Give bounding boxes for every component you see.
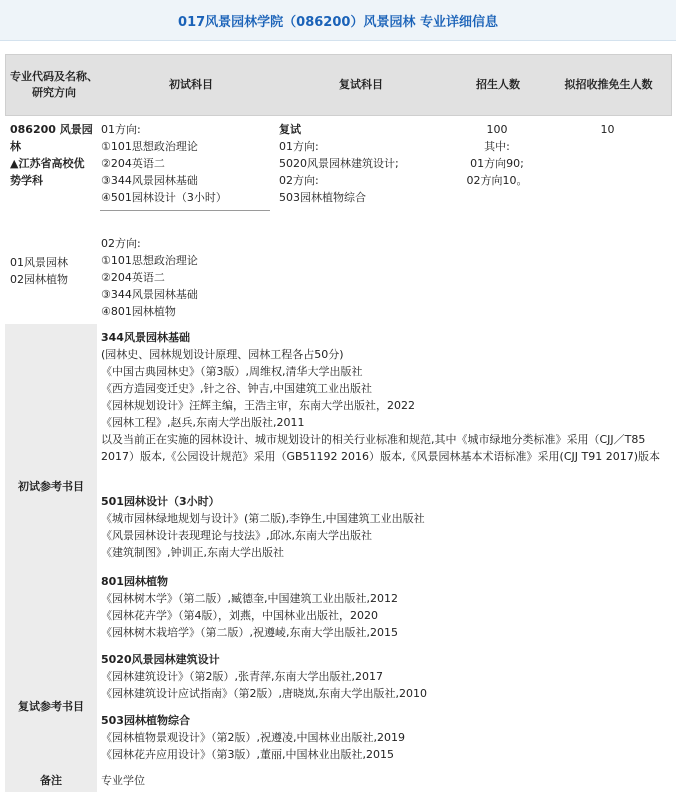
page-title: 017风景园林学院（086200）风景园林 专业详细信息 <box>0 0 676 41</box>
retest-line: 02方向: <box>279 174 319 187</box>
book-line: 《中国古典园林史》（第3版）,周维权,清华大学出版社 <box>101 365 363 378</box>
book-line: 《西方造园变迁史》,针之谷、钟吉,中国建筑工业出版社 <box>101 382 372 395</box>
book-line: 《园林建筑设计》（第2版）,张青萍,东南大学出版社,2017 <box>101 670 383 683</box>
major-code-line4: 势学科 <box>10 174 43 187</box>
book-line: 《园林工程》,赵兵,东南大学出版社,2011 <box>101 416 305 429</box>
retest-head: 复试 <box>279 123 301 136</box>
subject-divider <box>100 210 270 211</box>
major-code-line2: 林 <box>10 140 21 153</box>
retest-references-label: 复试参考书目 <box>18 700 84 713</box>
enroll-line: 02方向10。 <box>466 174 528 187</box>
direction-01: 01风景园林 <box>10 256 68 269</box>
retest-line: 01方向: <box>279 140 319 153</box>
exempt-count: 10 <box>600 123 615 136</box>
first-exam-g1-line: 01方向: <box>101 123 141 136</box>
book-line: 《园林树木学》（第二版）,臧德奎,中国建筑工业出版社,2012 <box>101 592 398 605</box>
header-exempt: 拟招收推免生人数 <box>564 78 653 91</box>
header-code: 专业代码及名称、研究方向 <box>10 70 98 99</box>
book-section-title: 344风景园林基础 <box>101 331 190 344</box>
book-line: 《园林花卉应用设计》（第3版）,董丽,中国林业出版社,2015 <box>101 748 394 761</box>
note-value: 专业学位 <box>101 774 145 787</box>
book-line: 《风景园林设计表现理论与技法》,邱冰,东南大学出版社 <box>101 529 372 542</box>
enroll-line: 01方向90; <box>470 157 524 170</box>
note-label: 备注 <box>40 774 62 787</box>
first-exam-g2-line: 02方向: <box>101 237 141 250</box>
retest-line: 503园林植物综合 <box>279 191 366 204</box>
book-line: 《城市园林绿地规划与设计》(第二版),李铮生,中国建筑工业出版社 <box>101 512 425 525</box>
book-line: 《园林规划设计》汪辉主编，王浩主审，东南大学出版社，2022 <box>101 399 415 412</box>
header-first-exam: 初试科目 <box>169 78 213 91</box>
major-code-line3: ▲江苏省高校优 <box>10 157 85 170</box>
reference-label-column <box>5 324 97 792</box>
book-section-title: 501园林设计（3小时） <box>101 495 220 508</box>
first-references-label: 初试参考书目 <box>18 480 84 493</box>
book-section-title: 801园林植物 <box>101 575 168 588</box>
book-section-title: 503园林植物综合 <box>101 714 190 727</box>
direction-02: 02园林植物 <box>10 273 68 286</box>
header-enroll: 招生人数 <box>476 78 520 91</box>
first-exam-g1-line: ②204英语二 <box>101 157 165 170</box>
standards-note: 以及当前正在实施的园林设计、城市规划设计的相关行业标准和规范,其中《城市绿地分类标准》采用（CJJ／T85 2017）版本,《公园设计规范》采用（GB51192 2016）版本,《风景园林基本术语标准》采用(CJJ T91 2017)版本 <box>101 433 660 463</box>
major-detail-table <box>5 54 672 792</box>
retest-line: 5020风景园林建筑设计; <box>279 157 399 170</box>
header-retest: 复试科目 <box>339 78 383 91</box>
first-exam-g1-line: ③344风景园林基础 <box>101 174 198 187</box>
table-header <box>5 54 672 116</box>
first-exam-g2-line: ②204英语二 <box>101 271 165 284</box>
book-section-title: 5020风景园林建筑设计 <box>101 653 220 666</box>
book-line: 《建筑制图》,钟训正,东南大学出版社 <box>101 546 284 559</box>
book-line: (园林史、园林规划设计原理、园林工程各占50分) <box>101 348 344 361</box>
first-exam-g2-line: ④801园林植物 <box>101 305 176 318</box>
first-exam-g2-line: ①101思想政治理论 <box>101 254 198 267</box>
first-exam-g1-line: ④501园林设计（3小时） <box>101 191 227 204</box>
book-line: 《园林植物景观设计》（第2版）,祝遵凌,中国林业出版社,2019 <box>101 731 405 744</box>
major-code-line1: 086200 风景园 <box>10 123 93 136</box>
book-line: 《园林建筑设计应试指南》（第2版）,唐晓岚,东南大学出版社,2010 <box>101 687 427 700</box>
book-line: 《园林花卉学》（第4版），刘燕，中国林业出版社，2020 <box>101 609 378 622</box>
enroll-line: 其中: <box>484 140 510 153</box>
first-exam-g1-line: ①101思想政治理论 <box>101 140 198 153</box>
enroll-total: 100 <box>486 123 508 136</box>
book-line: 《园林树木栽培学》（第二版）,祝遵崚,东南大学出版社,2015 <box>101 626 398 639</box>
first-exam-g2-line: ③344风景园林基础 <box>101 288 198 301</box>
